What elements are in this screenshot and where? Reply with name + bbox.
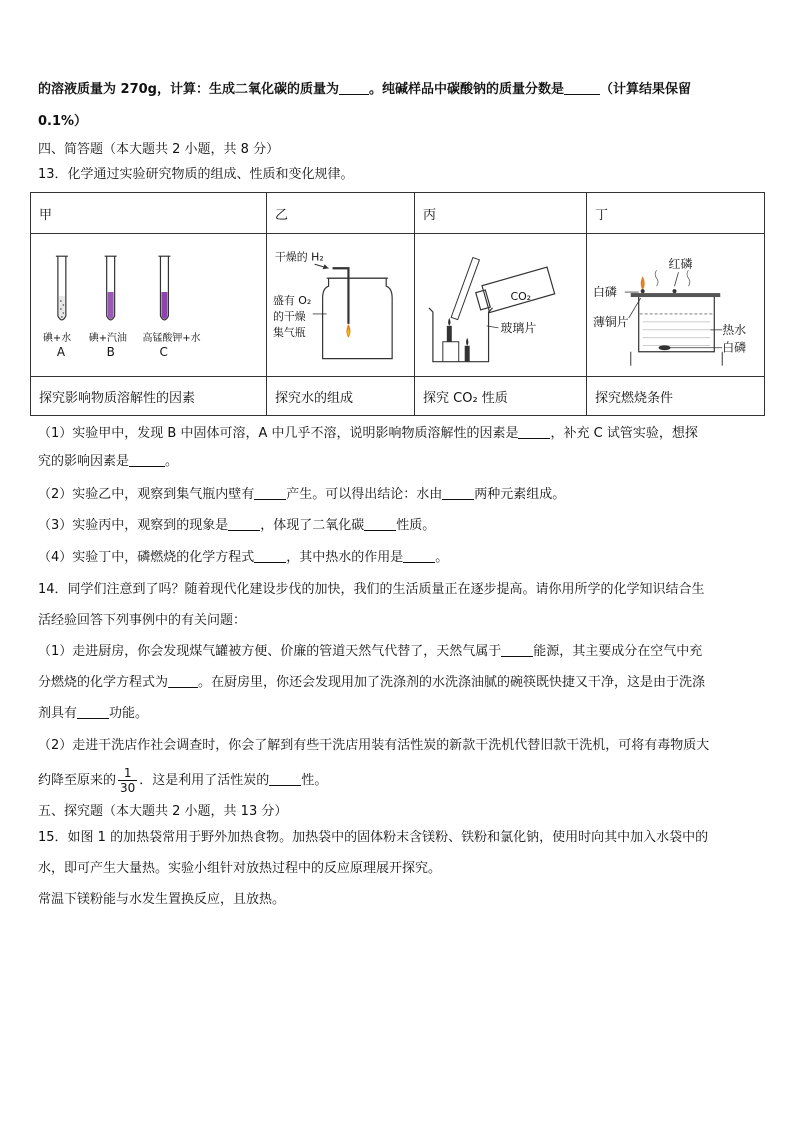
jar-label-3: 集气瓶 [272,325,306,339]
answer-blank [364,516,396,531]
q15-line1: 15．如图 1 的加热袋常用于野外加热食物。加热袋中的固体粉末含镁粉、铁粉和氯化钠，使用时向其中加入水袋中的 [38,830,709,845]
red-phosphorus-label: 红磷 [668,257,693,272]
candle-lower [465,346,470,362]
answer-blank [518,424,550,439]
q13-p1-text-d: 。 [165,454,179,469]
glass-plate [451,257,479,319]
fraction-denominator: 30 [120,781,136,795]
answer-blank [403,548,435,563]
q14-part1-line3 [38,704,758,724]
answer-blank [339,80,369,95]
footer-yi: 探究水的组成 [267,377,415,416]
q12-text-a: 的溶液质量为 270g，计算：生成二氧化碳的质量为 [38,82,339,97]
q13-p2-text-c: 两种元素组成。 [474,487,566,502]
candle-upper [447,326,452,342]
q13-p4-text-c: 。 [435,550,449,565]
tube-a-label: 碘+水 [42,332,72,344]
tube-a-letter: A [56,344,66,359]
q15-line2: 水，即可产生大量热。实验小组针对放热过程中的反应原理展开探究。 [38,861,442,876]
footer-bing: 探究 CO₂ 性质 [415,377,587,416]
q14-p1-text-d: 。在厨房里，你还会发现用加了洗涤剂的水洗涤油腻的碗筷既快捷又干净，这是由于洗涤 [198,675,706,690]
answer-blank [442,485,474,500]
q13-part3 [38,516,758,536]
jia-figure-cell [31,234,267,377]
header-jia: 甲 [31,193,267,234]
test-tube-c [158,256,170,320]
hydrogen-combustion-diagram [267,234,414,376]
q14-part1-line1 [38,642,758,662]
q13-part1-line1 [38,424,758,444]
answer-blank [254,485,286,500]
flame-icon [641,276,645,290]
header-yi: 乙 [267,193,415,234]
q13-p4-text-a: （4）实验丁中，磷燃烧的化学方程式 [38,550,255,565]
q15-line3: 常温下镁粉能与水发生置换反应，且放热。 [38,892,286,907]
jar-label-1: 盛有 O₂ [272,294,312,308]
test-tube-a [56,256,68,320]
header-ding: 丁 [587,193,765,234]
h2-gas-label: 干燥的 H₂ [274,250,324,264]
yi-figure-cell [267,234,415,377]
q13-p1-text-b: ，补充 C 试管实验，想探 [550,426,698,441]
beaker [429,308,493,362]
section-5-heading: 五、探究题（本大题共 2 小题，共 13 分） [38,804,288,819]
flame-icon [466,338,468,346]
co2-candles-diagram [415,234,586,376]
q13-part1-line2 [38,452,758,472]
q13-part2 [38,485,758,505]
q13-p3-text-c: 性质。 [396,518,436,533]
q13-p3-text-b: ，体现了二氧化碳 [260,518,365,533]
tube-b-label: 碘+汽油 [88,332,127,344]
q14-p1-text-e: 剂具有 [38,706,78,721]
answer-blank [254,548,286,563]
q14-intro-line2: 活经验回答下列事例中的有关问题： [38,613,247,628]
answer-blank [129,452,165,467]
fraction-numerator: 1 [118,766,137,781]
q12-line2: 0.1%） [38,114,88,129]
tube-c-letter: C [159,344,168,359]
answer-blank [269,771,301,786]
q14-p2-text-a: 约降至原来的 [38,773,117,788]
answer-blank [564,80,600,95]
jar-label-2: 的干燥 [272,309,306,323]
q13-p4-text-b: ，其中热水的作用是 [286,550,404,565]
answer-blank [77,704,109,719]
co2-label: CO₂ [510,290,532,304]
answer-blank [228,516,260,531]
copper-plate [631,293,720,297]
q12-line1 [38,80,758,100]
combustion-conditions-diagram [587,234,764,376]
q14-p1-text-a: （1）走进厨房，你会发现煤气罐被方便、价廉的管道天然气代替了，天然气属于 [38,644,502,659]
bing-figure-cell [415,234,587,377]
header-bing: 丙 [415,193,587,234]
glass-plate-label: 玻璃片 [500,320,537,335]
hot-water-label: 热水 [722,322,747,337]
q14-part1-line2 [38,673,758,693]
tube-b-letter: B [106,344,115,359]
q13-p3-text-a: （3）实验丙中，观察到的现象是 [38,518,229,533]
flame-icon [448,318,450,326]
glass-tube [333,268,349,324]
experiment-table [30,192,765,416]
q13-p2-text-a: （2）实验乙中，观察到集气瓶内壁有 [38,487,255,502]
q13-p2-text-b: 产生。可以得出结论：水由 [286,487,443,502]
q12-text-b: 。纯碱样品中碳酸钠的质量分数是 [368,82,564,97]
footer-jia: 探究影响物质溶解性的因素 [31,377,267,416]
q13-intro: 13．化学通过实验研究物质的组成、性质和变化规律。 [38,167,354,182]
q13-p1-text-a: （1）实验甲中，发现 B 中固体可溶，A 中几乎不溶，说明影响物质溶解性的因素是 [38,426,519,441]
q13-part4 [38,548,758,568]
q14-part2-line2 [38,765,758,797]
footer-ding: 探究燃烧条件 [587,377,765,416]
q12-text-c: （计算结果保留 [599,82,691,97]
q14-part2-line1: （2）走进干洗店作社会调查时，你会了解到有些干洗店用装有活性炭的新款干洗机代替旧款干洗机，可将有毒物质大 [38,738,710,753]
white-phosphorus-bottom-label: 白磷 [722,340,747,355]
test-tubes-diagram [31,234,266,376]
answer-blank [168,673,198,688]
tube-c-label: 高锰酸钾+水 [142,332,201,344]
q14-p2-text-c: 性。 [301,773,328,788]
hot-water-beaker [639,297,715,352]
q14-p1-text-c: 分燃烧的化学方程式为 [38,675,169,690]
answer-blank [501,642,533,657]
gas-jar [323,278,393,358]
section-4-heading: 四、简答题（本大题共 2 小题，共 8 分） [38,142,280,157]
white-phosphorus-top-label: 白磷 [592,285,617,300]
fraction [118,766,137,795]
test-tube-b [105,256,117,320]
copper-plate-label: 薄铜片 [592,314,629,329]
q14-intro-line1: 14．同学们注意到了吗？随着现代化建设步伐的加快，我们的生活质量正在逐步提高。请你用所学的化学知识结合生 [38,582,705,597]
q14-p2-text-b: ．这是利用了活性炭的 [139,773,270,788]
q14-p1-text-b: 能源，其主要成分在空气中充 [533,644,703,659]
q14-p1-text-f: 功能。 [109,706,149,721]
ding-figure-cell [587,234,765,377]
q13-p1-text-c: 究的影响因素是 [38,454,130,469]
